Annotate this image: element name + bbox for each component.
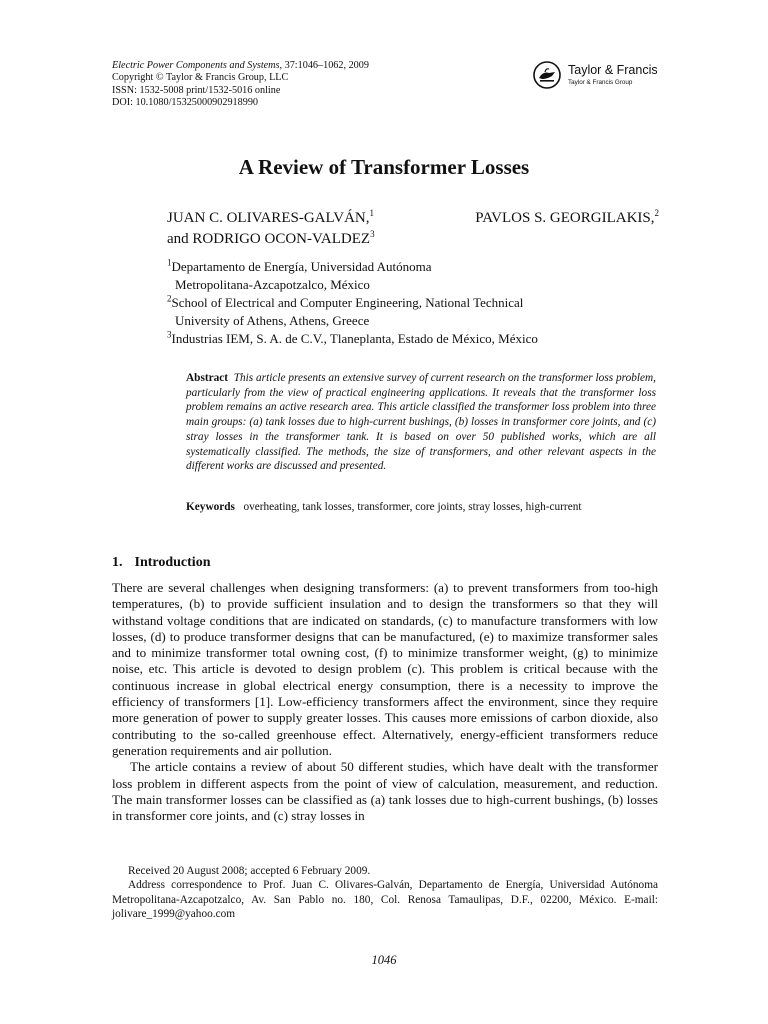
lamp-icon [532,60,562,90]
affiliation-2-cont: University of Athens, Athens, Greece [175,313,370,328]
journal-citation [112,60,369,72]
abstract [186,371,656,474]
affiliation-2: $^2$School of Electrical and Computer Engineering, National Technical [167,293,524,310]
affiliations [167,258,637,348]
affiliation-3: $^3$Industrias IEM, S. A. de C.V., Tlaneplanta, Estado de México, México [167,329,538,346]
issn-line: ISSN: 1532-5008 print/1532-5016 online [112,84,281,96]
logo-brand: Taylor & Francis [568,63,658,77]
journal-volume: 37:1046–1062, 2009 [282,60,369,71]
journal-name: Electric Power Components and Systems, [112,60,283,71]
author-1: JUAN C. OLIVARES-GALVÁN,$^1$ [167,208,375,226]
journal-header [112,60,369,109]
affiliation-1-cont: Metropolitana-Azcapotzalco, México [175,277,370,292]
footnote [112,864,658,921]
page-number: 1046 [371,953,397,967]
paper-title: A Review of Transformer Losses [238,155,530,179]
keywords-label: Keywords [186,501,235,513]
abstract-label: Abstract [186,372,229,384]
doi-line: DOI: 10.1080/15325000902918990 [112,96,259,108]
body-text [112,580,658,824]
author-2: PAVLOS S. GEORGILAKIS,$^2$ [475,208,659,226]
keywords-text: overheating, tank losses, transformer, core joints, stray losses, high-current [243,501,582,513]
paragraph-1: There are several challenges when designing transformers: (a) to prevent transformers from too-high temperatures, (b) to provide sufficient insulation and to design the transformers so that they will withstand voltage conditions that are indicated on standards, (c) to manufacture transformers with low losses, (d) to produce transformer designs that can be manufactured, (e) to maximize transformer sales and to minimize transformer total owning cost, (f) to minimize transformer weight, (g) to minimize noise, etc. This article is devoted to design problem (c). This problem is critical because with the continuous increase in global electrical energy consumption, there is a necessity to improve the efficiency of transformers [1]. Low-efficiency transformers affect the environment, since they require more generation of power to supply greater losses. This causes more emissions of carbon dioxide, also contributing to the so-called greenhouse effect. Alternatively, energy-efficient transformers reduce generation requirements and air pollution. [112,580,658,758]
publisher-logo [532,60,658,92]
affiliation-1: $^1$Departamento de Energía, Universidad Autónoma [167,257,432,274]
section-number: 1. [112,555,123,570]
section-title: Introduction [134,555,211,570]
abstract-text: This article presents an extensive survey of current research on the transformer loss problem, particularly from the view of practical engineering applications. It reveals that the transformer loss problem remains an active research area. This article classified the transformer loss problem into three main groups: (a) tank losses due to high-current bushings, (b) losses in transformer core joints, and (c) stray losses in the transformer tank. It is based on over 50 published works, which are all systematically classified. The methods, the size of transformers, and other relevant aspects in the different works are discussed and presented. [186,372,657,473]
author-3: and RODRIGO OCON-VALDEZ$^3$ [167,229,375,247]
correspondence-address: Address correspondence to Prof. Juan C. Olivares-Galván, Departamento de Energía, Universidad Autónoma Metropolitana-Azcapotzalco, Av. San Pablo no. 180, Col. Renosa Tamaulipas, D.F., 02200, México. E-mail: jolivare_1999@yahoo.com [112,879,658,920]
keywords [186,500,656,515]
copyright-line: Copyright © Taylor & Francis Group, LLC [112,72,289,84]
logo-subtitle: Taylor & Francis Group [568,79,633,86]
author-list [167,208,667,250]
section-heading [112,555,210,571]
received-line: Received 20 August 2008; accepted 6 February 2009. [128,865,371,877]
paragraph-2: The article contains a review of about 50 different studies, which have dealt with the transformer loss problem in different aspects from the point of view of calculation, measurement, and reduction. The main transformer losses can be classified as (a) tank losses due to high-current bushings, (b) losses in transformer core joints, and (c) stray losses in [112,759,658,824]
